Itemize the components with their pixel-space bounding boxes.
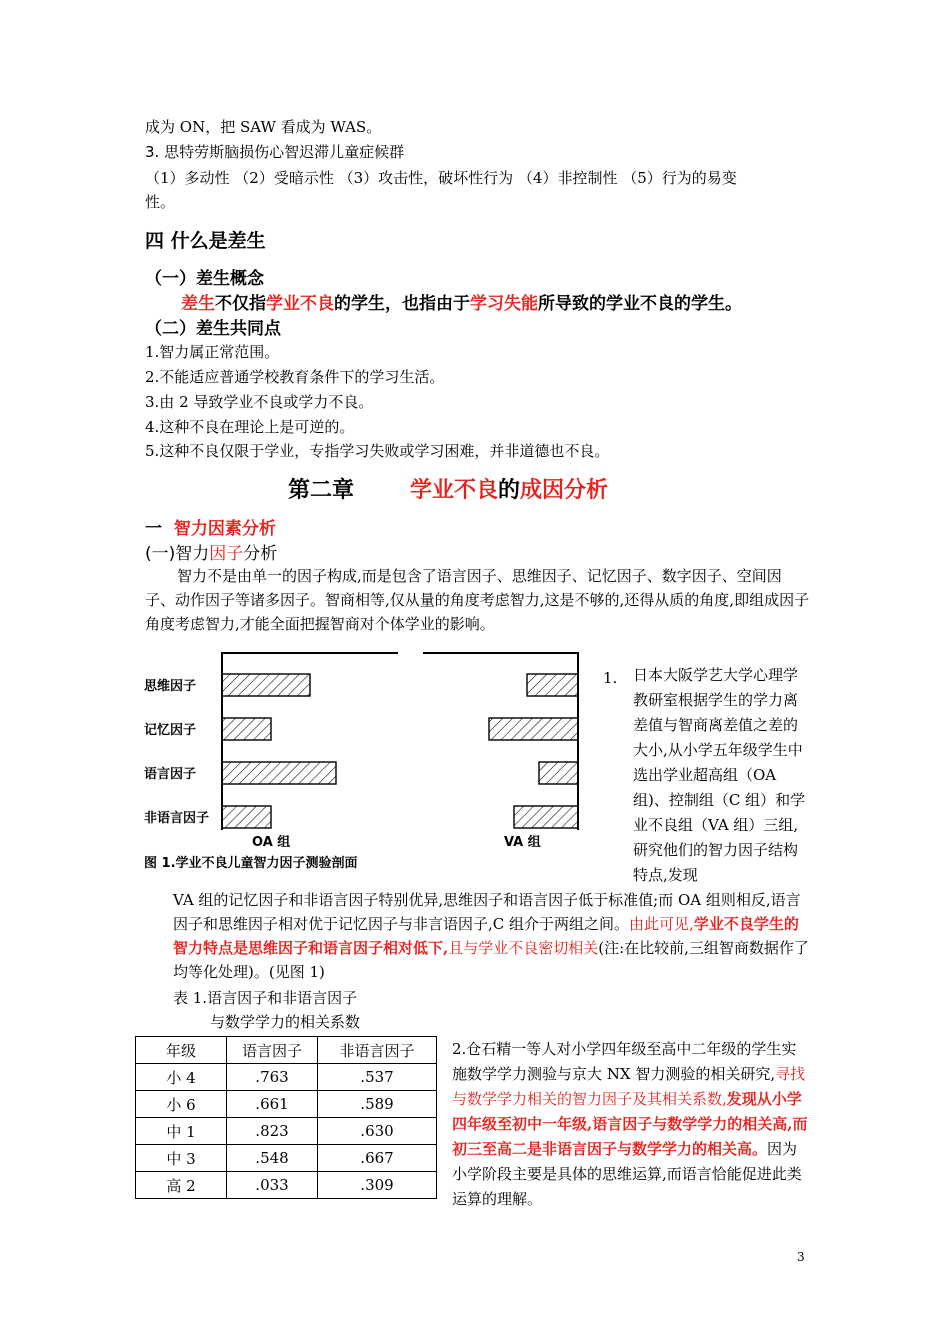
term-poor-student: 差生 [181, 294, 215, 314]
subsection-text: (一)智力 [145, 544, 210, 564]
list-item: 2.不能适应普通学校教育条件下的学习生活。 [145, 368, 445, 386]
section-heading: 四 什么是差生 [145, 230, 266, 252]
subsection-text: 因子 [209, 544, 244, 564]
text-line: （1）多动性 （2）受暗示性 （3）攻击性，破坏性行为 （4）非控制性 （5）行为的易变 [145, 169, 737, 187]
study-paragraph [452, 1037, 810, 1212]
table-header: 年级 [136, 1037, 227, 1064]
chapter-title-part: 的 [498, 478, 521, 503]
subsection-heading [145, 539, 277, 564]
table-cell: 小 4 [136, 1064, 227, 1091]
chapter-title [288, 473, 608, 504]
chapter-title-part: 学业不良 [410, 478, 499, 503]
table-cell: .589 [318, 1091, 437, 1118]
table-header-row [136, 1037, 437, 1064]
intro-paragraph: 智力不是由单一的因子构成,而是包含了语言因子、思维因子、记忆因子、数字因子、空间因子、动作因子等诸多因子。智商相等,仅从量的角度考虑智力,这是不够的,还得从质的角度,即组成因子角度考虑智力,才能全面把握智商对个体学业的影响。 [145, 567, 810, 633]
table-caption: 与数学学力的相关系数 [210, 1013, 361, 1031]
list-item: 4.这种不良在理论上是可逆的。 [145, 418, 355, 436]
subsection-heading: （一）差生概念 [145, 269, 264, 289]
table-cell: .537 [318, 1064, 437, 1091]
va-bar [527, 674, 578, 696]
definition-text: 的学生，也指由于 [334, 294, 470, 314]
oa-bar [222, 762, 336, 784]
va-bar [539, 762, 578, 784]
study-highlight: 寻找与数学学力相关的智力因子及其相关系数, [452, 1065, 806, 1108]
oa-bar [222, 674, 310, 696]
subsection-text: 分析 [243, 544, 278, 564]
table-cell: 中 1 [136, 1118, 227, 1145]
correlation-table [135, 1036, 437, 1199]
table-row [136, 1145, 437, 1172]
category-label: 非语言因子 [144, 811, 210, 826]
findings-highlight: 且与学业不良密切相关 [448, 939, 599, 957]
definition-text: 所导致的学业不良的学生。 [538, 294, 742, 314]
table-caption: 表 1.语言因子和非语言因子 [173, 989, 358, 1007]
table-row [136, 1064, 437, 1091]
term-learning-disability: 学习失能 [470, 294, 538, 314]
table-header: 非语言因子 [318, 1037, 437, 1064]
figure-caption: 图 1.学业不良儿童智力因子测验剖面 [144, 856, 358, 871]
chapter-number: 第二章 [288, 478, 355, 503]
side-note-text: 日本大阪学艺大学心理学教研室根据学生的学力离差值与智商离差值之差的大小,从小学五年级学生中选出学业超高组（OA 组)、控制组（C 组）和学业不良组（VA 组）三组,研究他们的智力因子结构特点,发现 [633, 666, 806, 884]
findings-text: VA 组的记忆因子和非语言因子特别优异,思维因子和语言因子低于标准值;而 OA 组则相反,语言因子和思维因子相对优于记忆因子与非言语因子,C 组介于两组之间。 [173, 891, 801, 933]
table-row [136, 1172, 437, 1199]
term-academic-failure: 学业不良 [266, 294, 334, 314]
va-group-label: VA 组 [504, 835, 541, 850]
study-highlight: 发现从小学四年级至初中一年级,语言因子与数学学力的相关高,而初三至高二是非语言因子与数学学力的相关高。 [452, 1090, 808, 1158]
definition-line [181, 289, 742, 314]
text-line: 成为 ON，把 SAW 看成为 WAS。 [145, 118, 382, 136]
findings-highlight: 学业不良学生的智力特点是思维因子和语言因子相对低下, [173, 915, 799, 957]
oa-bar [222, 806, 271, 828]
table-cell: 中 3 [136, 1145, 227, 1172]
findings-paragraph [173, 888, 813, 984]
category-label: 记忆因子 [144, 723, 197, 738]
section-heading [145, 514, 276, 539]
table-header: 语言因子 [227, 1037, 318, 1064]
study-text: 2.仓石精一等人对小学四年级至高中二年级的学生实施数学学力测验与京大 NX 智力测验的相关研究, [452, 1040, 797, 1083]
table-row [136, 1091, 437, 1118]
chapter-title-part: 成因分析 [520, 478, 609, 503]
category-label: 思维因子 [144, 679, 197, 694]
table-cell: .033 [227, 1172, 318, 1199]
section-number: 一 [145, 519, 162, 539]
table-cell: .823 [227, 1118, 318, 1145]
list-item: 1.智力属正常范围。 [145, 343, 280, 361]
study-text: 因为小学阶段主要是具体的思维运算,而语言恰能促进此类运算的理解。 [452, 1140, 802, 1208]
findings-highlight: 由此可见, [629, 915, 694, 933]
va-bar [489, 718, 578, 740]
category-label: 语言因子 [144, 767, 197, 782]
section-title: 智力因素分析 [173, 519, 276, 539]
table-cell: .630 [318, 1118, 437, 1145]
text-line: 性。 [145, 193, 176, 211]
list-item: 5.这种不良仅限于学业，专指学习失败或学习困难，并非道德也不良。 [145, 442, 610, 460]
va-bar [514, 806, 578, 828]
table-cell: .309 [318, 1172, 437, 1199]
table-cell: 高 2 [136, 1172, 227, 1199]
list-item: 3.由 2 导致学业不良或学力不良。 [145, 393, 374, 411]
definition-text: 不仅指 [215, 294, 266, 314]
oa-bar [222, 718, 271, 740]
findings-text: (注:在比较前,三组智商数据作了均等化处理)。(见图 1) [173, 939, 809, 981]
oa-group-label: OA 组 [252, 835, 291, 850]
heading-strauss-syndrome: 3. 思特劳斯脑损伤心智迟滞儿童症候群 [145, 143, 405, 161]
page-number: 3 [797, 1250, 805, 1264]
figure-1-chart [140, 645, 590, 875]
table-cell: .661 [227, 1091, 318, 1118]
table-row [136, 1118, 437, 1145]
table-cell: .763 [227, 1064, 318, 1091]
side-note-number: 1. [603, 669, 618, 687]
table-cell: 小 6 [136, 1091, 227, 1118]
subsection-heading: （二）差生共同点 [145, 319, 281, 339]
table-cell: .548 [227, 1145, 318, 1172]
table-cell: .667 [318, 1145, 437, 1172]
